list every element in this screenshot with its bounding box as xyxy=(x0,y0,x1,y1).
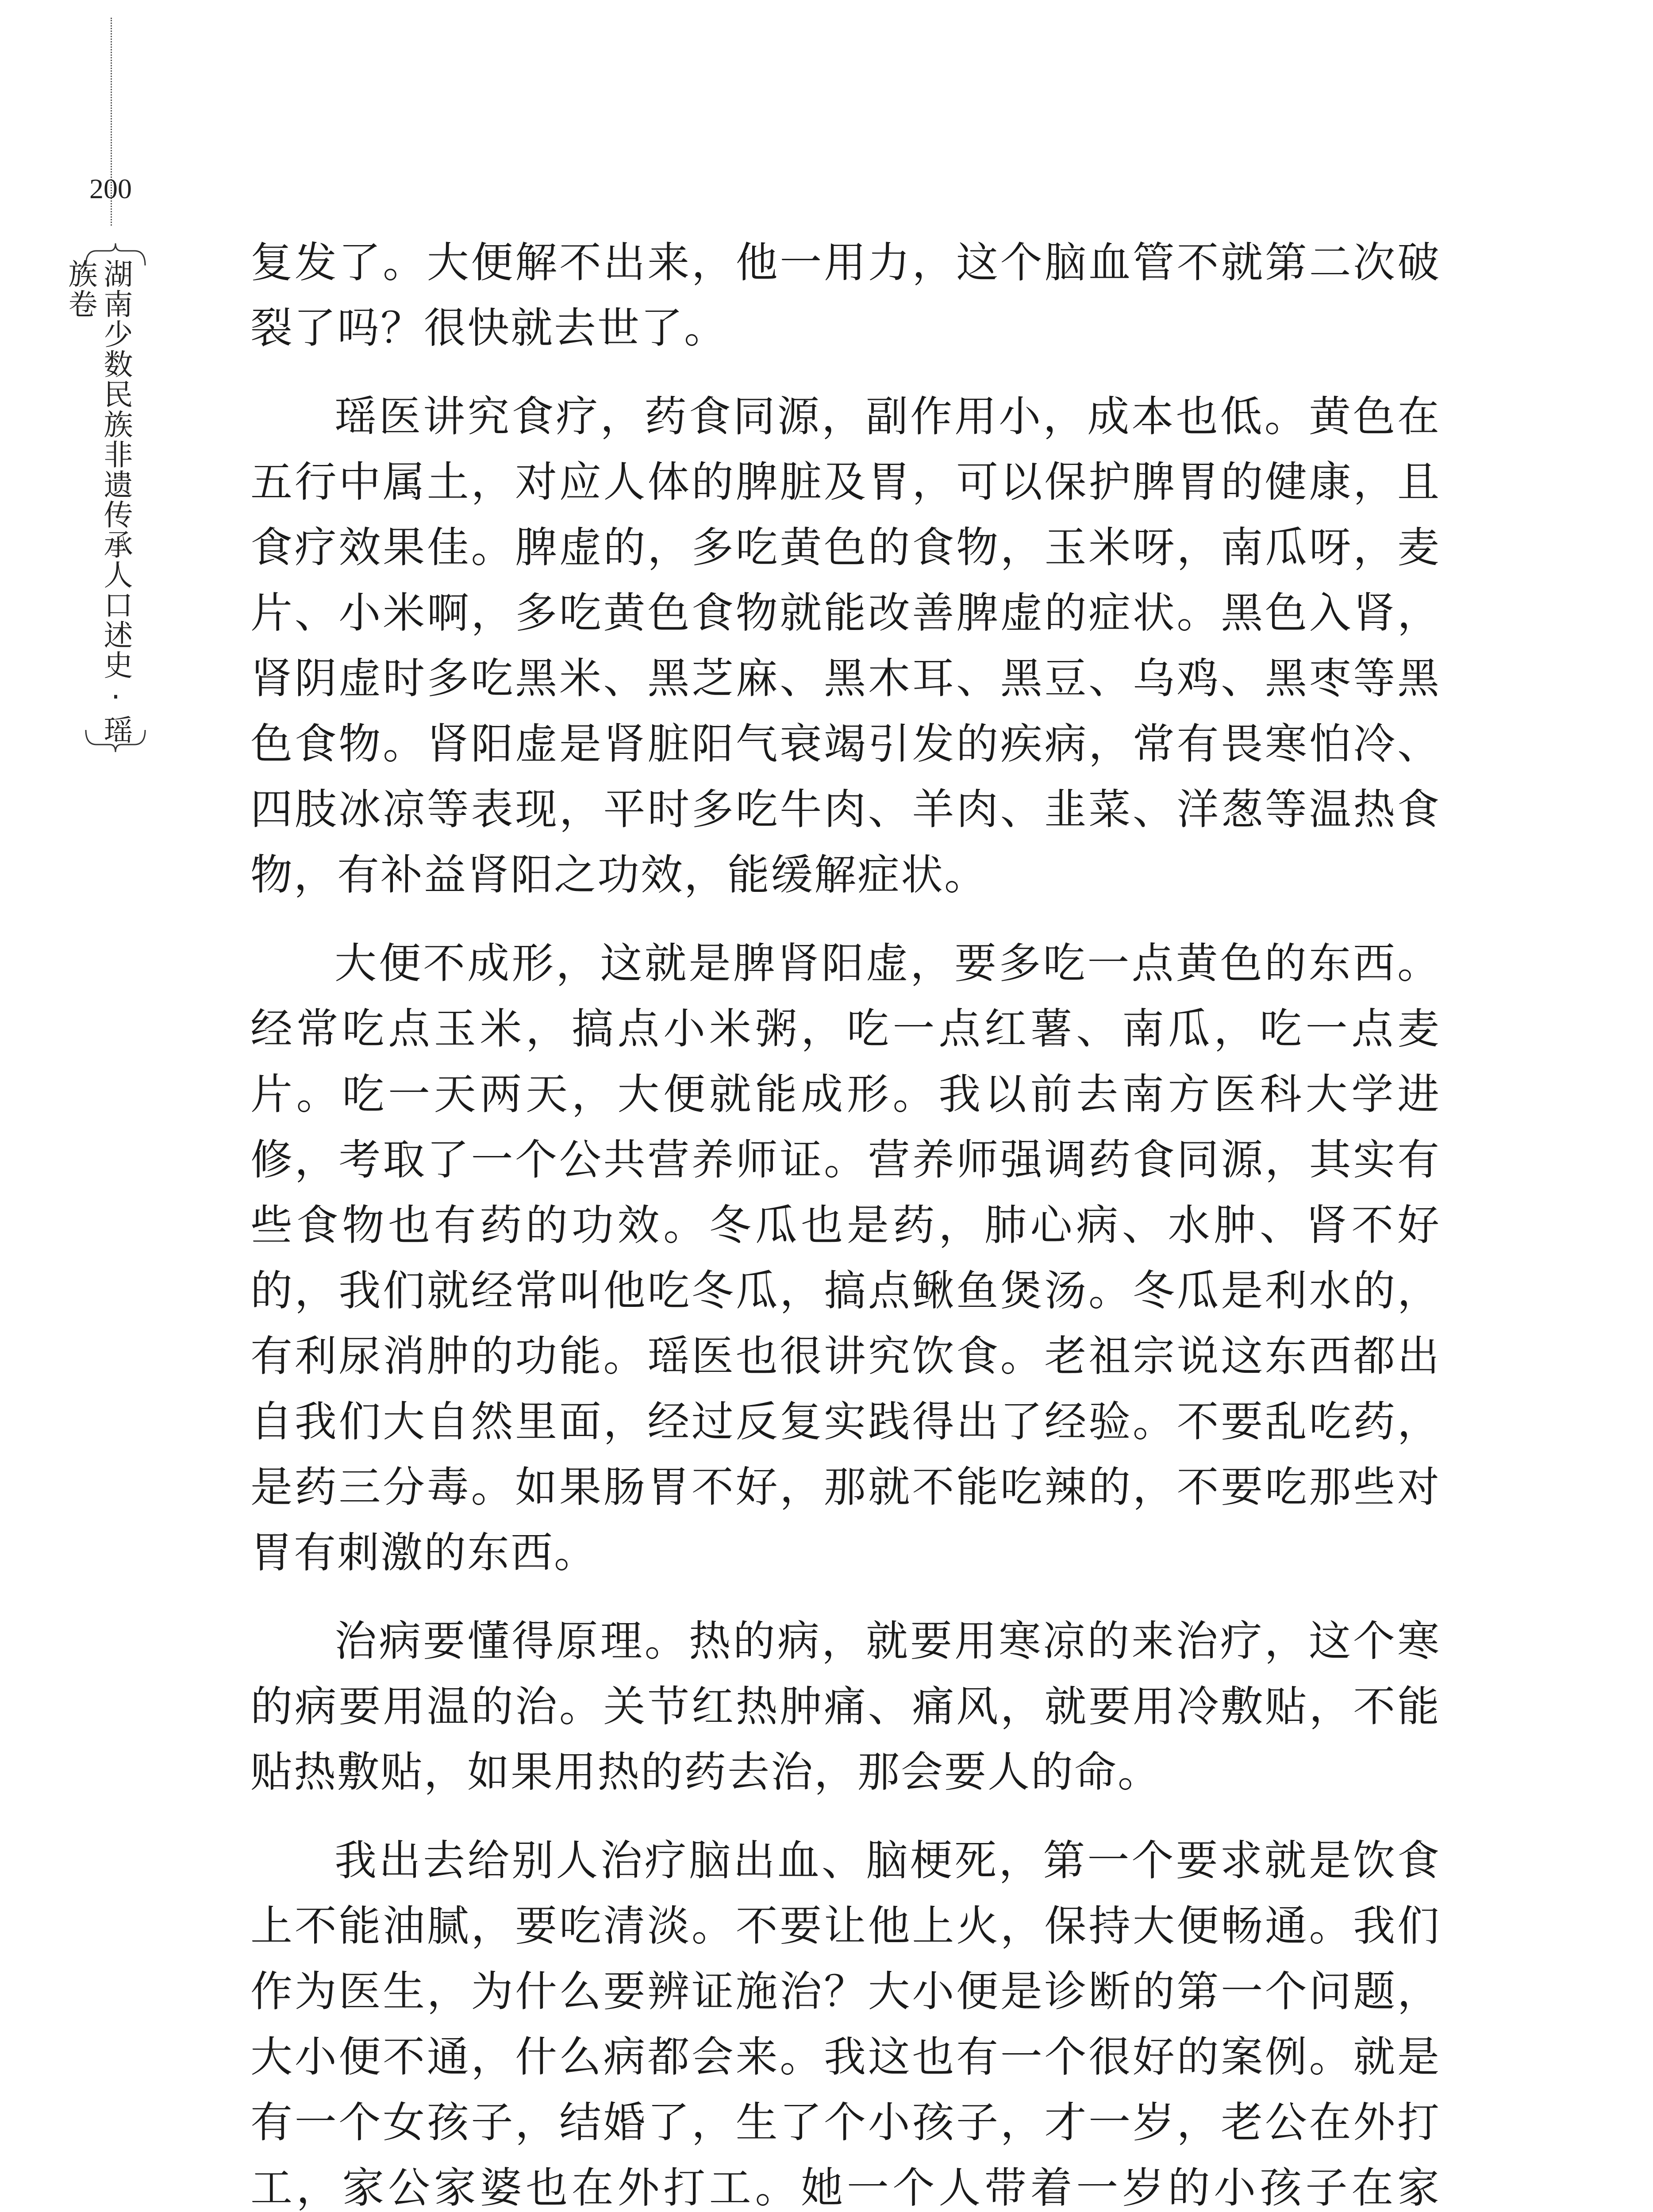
paragraph-continued: 复发了。大便解不出来，他一用力，这个脑血管不就第二次破裂了吗？很快就去世了。 xyxy=(250,238,1441,353)
paragraph: 瑶医讲究食疗，药食同源，副作用小，成本也低。黄色在五行中属土，对应人体的脾脏及胃，可以保护脾胃的健康，且食疗效果佳。脾虚的，多吃黄色的食物，玉米呀，南瓜呀，麦片、小米啊，多吃黄色食物就能改善脾虚的症状。黑色入肾，肾阴虚时多吃黑米、黑芝麻、黑木耳、黑豆、乌鸡、黑枣等黑色食物。肾阳虚是肾脏阳气衰竭引发的疾病，常有畏寒怕冷、四肢冰凉等表现，平时多吃牛肉、羊肉、韭菜、洋葱等温热食物，有补益肾阳之功效，能缓解症状。 xyxy=(250,392,1441,899)
paragraph: 治病要懂得原理。热的病，就要用寒凉的来治疗，这个寒的病要用温的治。关节红热肿痛、痛风，就要用冷敷贴，不能贴热敷贴，如果用热的药去治，那会要人的命。 xyxy=(250,1617,1441,1797)
series-title: 湖南少数民族非遗传承人口述史·瑶族卷 xyxy=(63,259,133,745)
bracket-bottom-ornament xyxy=(82,728,149,754)
paragraph: 大便不成形，这就是脾肾阳虚，要多吃一点黄色的东西。经常吃点玉米，搞点小米粥，吃一点红薯、南瓜，吃一点麦片。吃一天两天，大便就能成形。我以前去南方医科大学进修，考取了一个公共营养师证。营养师强调药食同源，其实有些食物也有药的功效。冬瓜也是药，肺心病、水肿、肾不好的，我们就经常叫他吃冬瓜，搞点鳅鱼煲汤。冬瓜是利水的，有利尿消肿的功能。瑶医也很讲究饮食。老祖宗说这东西都出自我们大自然里面，经过反复实践得出了经验。不要乱吃药，是药三分毒。如果肠胃不好，那就不能吃辣的，不要吃那些对胃有刺激的东西。 xyxy=(250,939,1441,1577)
page-number: 200 xyxy=(89,173,132,204)
body-text xyxy=(250,230,1441,2212)
paragraph: 我出去给别人治疗脑出血、脑梗死，第一个要求就是饮食上不能油腻，要吃清淡。不要让他上火，保持大便畅通。我们作为医生，为什么要辨证施治？大小便是诊断的第一个问题，大小便不通，什么病都会来。我这也有一个很好的案例。就是有一个女孩子，结婚了，生了个小孩子，才一岁，老公在外打工，家公家婆也在外打工。她一个人带着一岁的小孩子在家 xyxy=(250,1836,1441,2212)
running-header-box xyxy=(63,241,149,754)
